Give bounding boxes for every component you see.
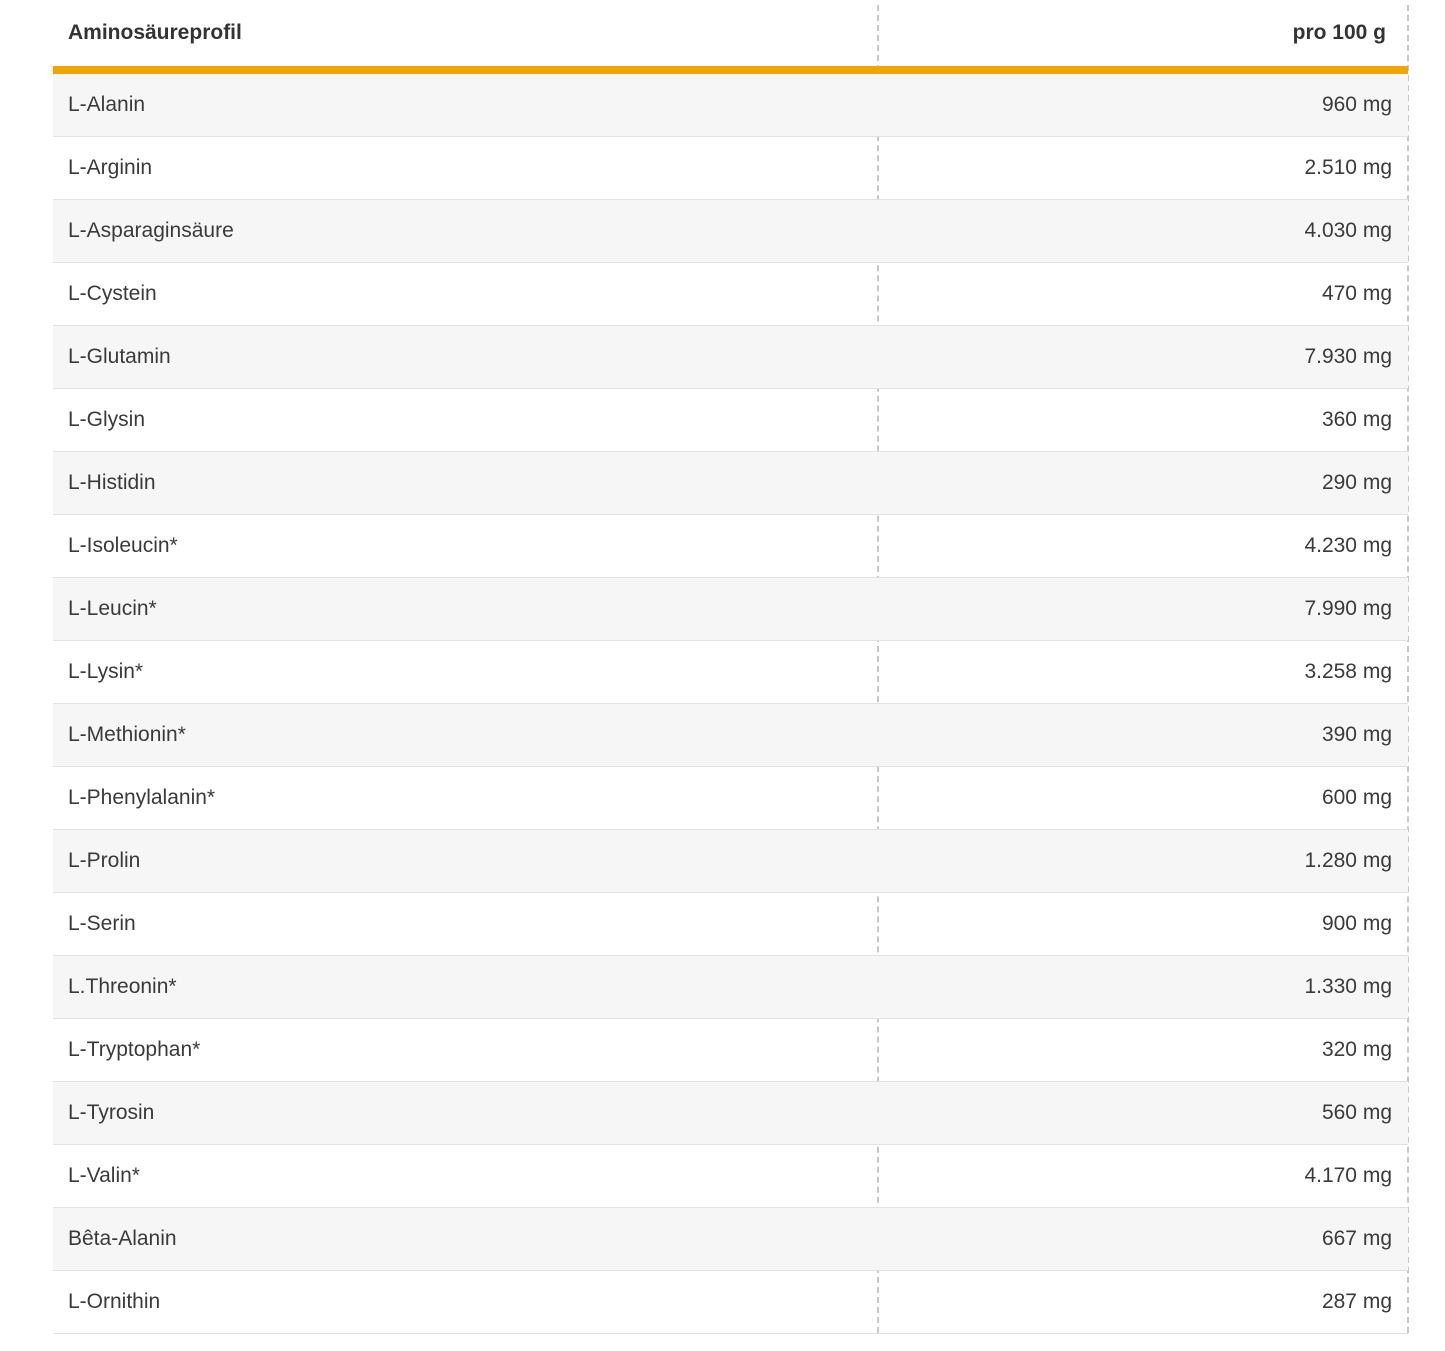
amino-acid-name: L-Glysin bbox=[68, 408, 146, 431]
amino-acid-amount: 290 mg bbox=[1321, 471, 1392, 494]
table-header bbox=[53, 0, 1408, 66]
table-body bbox=[53, 74, 1408, 1334]
amino-acid-amount: 600 mg bbox=[1321, 786, 1392, 809]
amino-acid-name: L-Isoleucin* bbox=[68, 534, 178, 557]
amino-acid-name: L-Histidin bbox=[68, 471, 156, 494]
table-row bbox=[53, 893, 1408, 956]
amino-acid-name: L-Valin* bbox=[68, 1164, 140, 1187]
amino-acid-name: L-Methionin* bbox=[68, 723, 186, 746]
amino-acid-amount: 7.930 mg bbox=[1304, 345, 1392, 368]
table-row bbox=[53, 956, 1408, 1019]
table-row bbox=[53, 452, 1408, 515]
amino-acid-amount: 1.280 mg bbox=[1304, 849, 1392, 872]
amino-acid-name: L-Phenylalanin* bbox=[68, 786, 216, 809]
amino-acid-name: L-Leucin* bbox=[68, 597, 157, 620]
amino-acid-table bbox=[53, 0, 1408, 1334]
table-row bbox=[53, 263, 1408, 326]
table-row bbox=[53, 830, 1408, 893]
amino-acid-name: L-Glutamin bbox=[68, 345, 171, 368]
table-row bbox=[53, 767, 1408, 830]
table-row bbox=[53, 200, 1408, 263]
table-row bbox=[53, 515, 1408, 578]
header-value-label: pro 100 g bbox=[1292, 21, 1386, 44]
amino-acid-amount: 470 mg bbox=[1321, 282, 1392, 305]
amino-acid-name: L-Cystein bbox=[68, 282, 157, 305]
amino-acid-amount: 3.258 mg bbox=[1304, 660, 1392, 683]
amino-acid-amount: 1.330 mg bbox=[1304, 975, 1392, 998]
amino-acid-name: L-Ornithin bbox=[68, 1290, 161, 1313]
amino-acid-amount: 960 mg bbox=[1321, 93, 1392, 116]
table-row bbox=[53, 1019, 1408, 1082]
table-row bbox=[53, 389, 1408, 452]
amino-acid-amount: 4.170 mg bbox=[1304, 1164, 1392, 1187]
amino-acid-amount: 287 mg bbox=[1321, 1290, 1392, 1313]
header-accent-bar bbox=[53, 66, 1408, 74]
amino-acid-name: L-Lysin* bbox=[68, 660, 144, 683]
amino-acid-amount: 390 mg bbox=[1321, 723, 1392, 746]
amino-acid-name: L-Tryptophan* bbox=[68, 1038, 201, 1061]
table-row bbox=[53, 326, 1408, 389]
amino-acid-name: L-Asparaginsäure bbox=[68, 219, 234, 242]
amino-acid-amount: 4.030 mg bbox=[1304, 219, 1392, 242]
table-row bbox=[53, 704, 1408, 767]
amino-acid-amount: 7.990 mg bbox=[1304, 597, 1392, 620]
amino-acid-amount: 2.510 mg bbox=[1304, 156, 1392, 179]
table-row bbox=[53, 1145, 1408, 1208]
table-row bbox=[53, 1208, 1408, 1271]
amino-acid-amount: 360 mg bbox=[1321, 408, 1392, 431]
table-row bbox=[53, 1271, 1408, 1334]
amino-acid-name: L-Arginin bbox=[68, 156, 153, 179]
amino-acid-name: L.Threonin* bbox=[68, 975, 177, 998]
amino-acid-amount: 900 mg bbox=[1321, 912, 1392, 935]
header-name-label: Aminosäureprofil bbox=[68, 21, 242, 44]
amino-acid-name: L-Serin bbox=[68, 912, 136, 935]
amino-acid-amount: 560 mg bbox=[1321, 1101, 1392, 1124]
amino-acid-amount: 320 mg bbox=[1321, 1038, 1392, 1061]
table-row bbox=[53, 1082, 1408, 1145]
table-row bbox=[53, 641, 1408, 704]
amino-acid-name: L-Alanin bbox=[68, 93, 146, 116]
amino-acid-amount: 4.230 mg bbox=[1304, 534, 1392, 557]
amino-acid-name: Bêta-Alanin bbox=[68, 1227, 177, 1250]
table-row bbox=[53, 137, 1408, 200]
table-row bbox=[53, 74, 1408, 137]
table-row bbox=[53, 578, 1408, 641]
amino-acid-name: L-Prolin bbox=[68, 849, 141, 872]
amino-acid-amount: 667 mg bbox=[1321, 1227, 1392, 1250]
amino-acid-name: L-Tyrosin bbox=[68, 1101, 155, 1124]
